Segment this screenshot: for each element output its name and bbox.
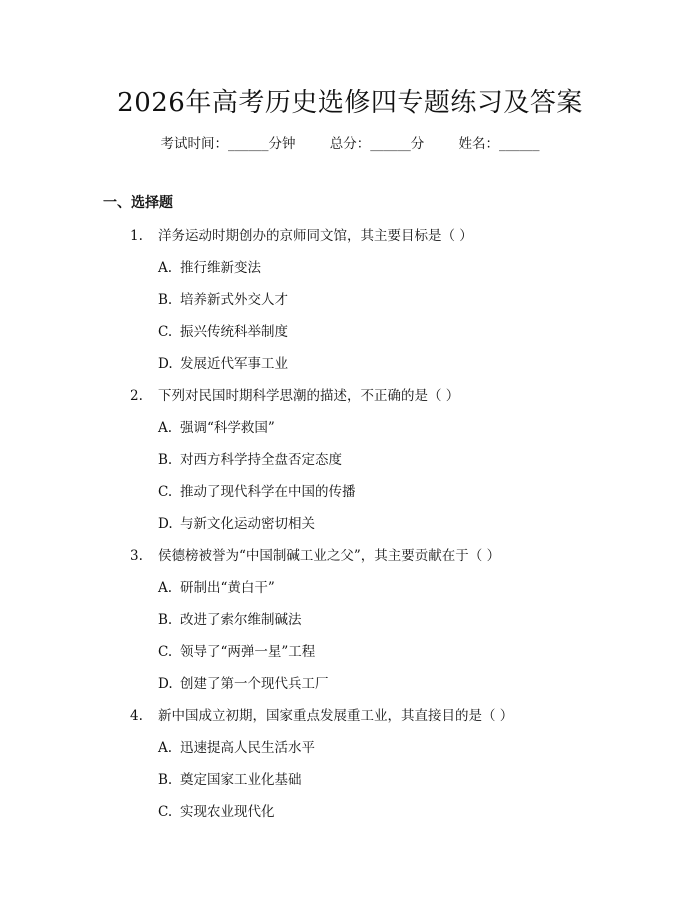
option-letter: D. <box>158 356 173 372</box>
option-letter: A. <box>158 740 173 756</box>
option-letter: A. <box>158 420 173 436</box>
question-3 <box>130 544 500 564</box>
option-text: 对西方科学持全盘否定态度 <box>180 452 342 468</box>
question-1 <box>130 224 473 244</box>
option-text: 奠定国家工业化基础 <box>180 772 302 788</box>
option-text: 领导了“两弹一星”工程 <box>180 644 316 660</box>
option-letter: A. <box>158 580 173 596</box>
option-text: 与新文化运动密切相关 <box>180 516 315 532</box>
section-heading: 一、选择题 <box>103 195 173 211</box>
name-field: 姓名：______ <box>458 136 540 152</box>
option-3c <box>158 640 315 660</box>
option-letter: B. <box>158 452 173 468</box>
option-1b <box>158 288 288 308</box>
question-text: 新中国成立初期，国家重点发展重工业，其直接目的是（ ） <box>158 708 514 724</box>
question-text: 洋务运动时期创办的京师同文馆，其主要目标是（ ） <box>158 228 473 244</box>
page-title: 2026年高考历史选修四专题练习及答案 <box>117 88 583 118</box>
option-text: 培养新式外交人才 <box>180 292 288 308</box>
option-letter: C. <box>158 804 173 820</box>
total-score-field: 总分：______分 <box>329 136 425 152</box>
option-letter: A. <box>158 260 173 276</box>
question-number: 1. <box>130 228 143 244</box>
option-4c <box>158 800 275 820</box>
option-3a <box>158 576 275 596</box>
option-text: 研制出“黄白干” <box>180 580 275 596</box>
option-letter: C. <box>158 644 173 660</box>
option-letter: B. <box>158 292 173 308</box>
exam-meta-line <box>0 132 700 152</box>
option-4a <box>158 736 315 756</box>
option-text: 强调“科学救国” <box>180 420 275 436</box>
option-letter: B. <box>158 612 173 628</box>
option-text: 改进了索尔维制碱法 <box>180 612 302 628</box>
option-text: 实现农业现代化 <box>180 804 275 820</box>
option-4b <box>158 768 302 788</box>
question-2 <box>130 384 459 404</box>
option-letter: C. <box>158 324 173 340</box>
option-text: 推动了现代科学在中国的传播 <box>180 484 356 500</box>
option-text: 发展近代军事工业 <box>180 356 288 372</box>
option-1d <box>158 352 288 372</box>
option-letter: C. <box>158 484 173 500</box>
option-2c <box>158 480 356 500</box>
option-letter: D. <box>158 516 173 532</box>
question-text: 侯德榜被誉为“中国制碱工业之父”，其主要贡献在于（ ） <box>158 548 501 564</box>
question-number: 3. <box>130 548 143 564</box>
option-text: 迅速提高人民生活水平 <box>180 740 315 756</box>
exam-time-field: 考试时间：______分钟 <box>160 136 296 152</box>
option-2d <box>158 512 315 532</box>
option-1c <box>158 320 288 340</box>
option-text: 推行维新变法 <box>180 260 261 276</box>
option-letter: B. <box>158 772 173 788</box>
option-text: 振兴传统科举制度 <box>180 324 288 340</box>
option-1a <box>158 256 261 276</box>
question-text: 下列对民国时期科学思潮的描述，不正确的是（ ） <box>158 388 460 404</box>
question-4 <box>130 704 513 724</box>
option-3b <box>158 608 302 628</box>
question-number: 2. <box>130 388 143 404</box>
option-2b <box>158 448 342 468</box>
option-3d <box>158 672 329 692</box>
option-letter: D. <box>158 676 173 692</box>
option-text: 创建了第一个现代兵工厂 <box>180 676 329 692</box>
question-number: 4. <box>130 708 143 724</box>
option-2a <box>158 416 275 436</box>
